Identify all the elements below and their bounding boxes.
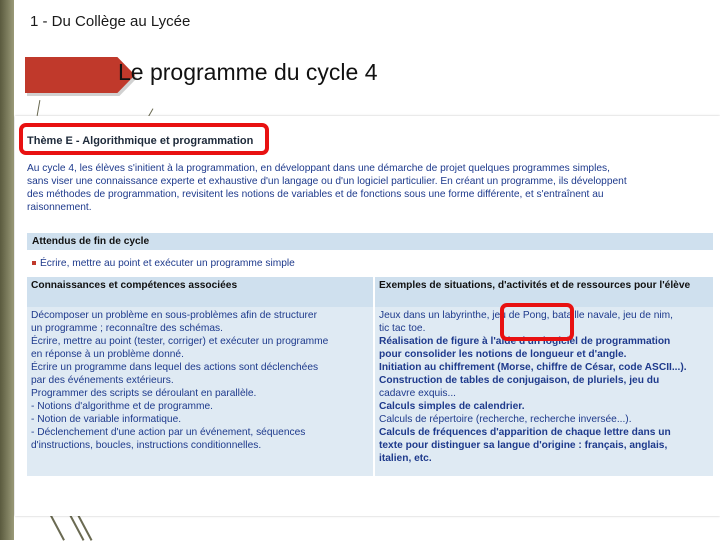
connaissances-line: en réponse à un problème donné.: [31, 349, 184, 360]
connaissances-line: un programme ; reconnaître des schémas.: [31, 323, 223, 334]
exemples-line: Construction de tables de conjugaison, de pluriels, jeu du: [379, 375, 660, 386]
connaissances-cell: [27, 307, 373, 476]
intro-line: Au cycle 4, les élèves s'initient à la programmation, en développant dans une démarche de projet quelques programmes simples,: [27, 163, 610, 174]
connaissances-heading: Connaissances et compétences associées: [27, 277, 373, 307]
exemples-line: Calculs de fréquences d'apparition de chaque lettre dans un: [379, 427, 671, 438]
intro-paragraph: [27, 162, 712, 214]
highlight-box-pong: [500, 303, 574, 341]
exemples-line: pour consolider les notions de longueur et d'angle.: [379, 349, 627, 360]
connaissances-line: Programmer des scripts se déroulant en parallèle.: [31, 388, 257, 399]
attendus-item: [27, 252, 713, 274]
intro-line: sans viser une connaissance experte et exhaustive d'un langage ou d'un logiciel particulier. En créant un programme, ils développent: [27, 176, 627, 187]
intro-line: raisonnement.: [27, 202, 92, 213]
exemples-line: Réalisation de figure à l'aide d'un logiciel de programmation: [379, 336, 671, 347]
bullet-icon: [32, 261, 36, 265]
exemples-heading: Exemples de situations, d'activités et de ressources pour l'élève: [375, 277, 713, 307]
exemples-line: Calculs simples de calendrier.: [379, 401, 525, 412]
connaissances-line: par des événements extérieurs.: [31, 375, 174, 386]
attendus-item-text: Écrire, mettre au point et exécuter un programme simple: [40, 258, 295, 269]
connaissances-line: Décomposer un problème en sous-problèmes afin de structurer: [31, 310, 317, 321]
attendus-heading: Attendus de fin de cycle: [27, 233, 713, 250]
decorative-line: [37, 100, 41, 116]
exemples-line: Calculs de répertoire (recherche, recherche inversée...).: [379, 414, 632, 425]
exemples-line: cadavre exquis...: [379, 388, 457, 399]
exemples-line: Initiation au chiffrement (Morse, chiffre de César, code ASCII...).: [379, 362, 687, 373]
exemples-line: italien, etc.: [379, 453, 432, 464]
connaissances-line: Écrire, mettre au point (tester, corriger) et exécuter un programme: [31, 336, 329, 347]
programme-table: [27, 233, 713, 476]
document-screenshot: [15, 116, 720, 516]
decorative-line: [70, 515, 85, 541]
side-decoration-band: [0, 0, 14, 540]
connaissances-line: Écrire un programme dans lequel des actions sont déclenchées: [31, 362, 319, 373]
highlight-box-theme: [19, 123, 269, 155]
intro-line: des méthodes de programmation, revisitent les notions de variables et de fonctions sous une forme différente, et s'entraînent au: [27, 189, 604, 200]
table-columns: [27, 277, 713, 476]
connaissances-line: - Notions d'algorithme et de programme.: [31, 401, 214, 412]
exemples-line: tic tac toe.: [379, 323, 426, 334]
slide-header: 1 - Du Collège au Lycée: [30, 13, 191, 30]
theme-heading: Thème E - Algorithmique et programmation: [27, 135, 254, 147]
connaissances-column: [27, 277, 373, 476]
decorative-line: [49, 513, 65, 540]
connaissances-line: d'instructions, boucles, instructions conditionnelles.: [31, 440, 262, 451]
slide-title: Le programme du cycle 4: [118, 59, 378, 85]
connaissances-line: - Déclenchement d'une action par un événement, séquences: [31, 427, 306, 438]
exemples-line: Jeux dans un labyrinthe, jeu de Pong, bataille navale, jeu de nim,: [379, 310, 673, 321]
exemples-line: texte pour distinguer sa langue d'origine : français, anglais,: [379, 440, 668, 451]
connaissances-line: - Notion de variable informatique.: [31, 414, 182, 425]
